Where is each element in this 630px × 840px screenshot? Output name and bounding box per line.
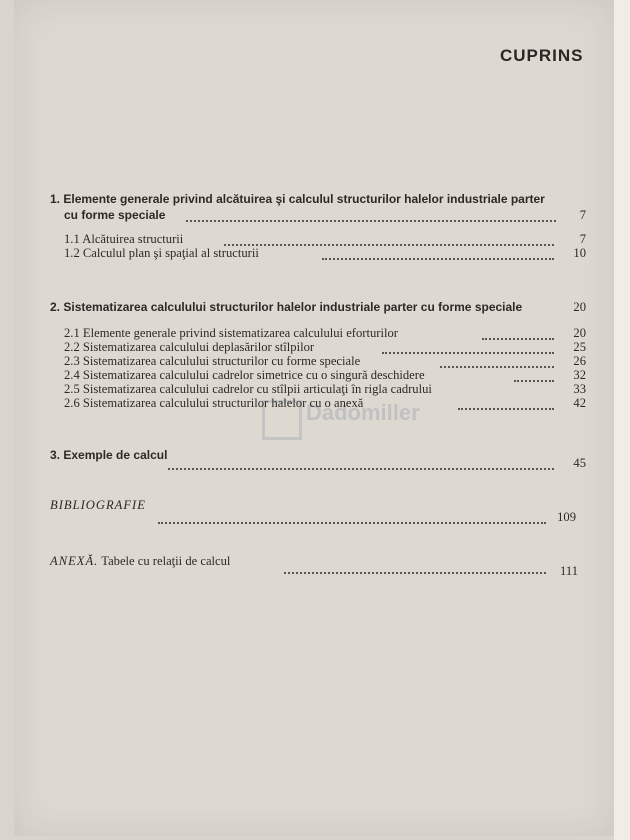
- toc-number: 1.: [50, 192, 61, 206]
- dot-leader: [458, 408, 554, 410]
- toc-page: 20: [573, 300, 586, 314]
- toc-page: 7: [579, 208, 586, 222]
- toc-subentry: 2.2 Sistematizarea calculului deplasărilor stîlpilor: [64, 340, 315, 354]
- toc-page: 45: [573, 456, 586, 470]
- toc-page: 26: [573, 354, 586, 368]
- dot-leader: [186, 220, 556, 222]
- toc-entry-bibliografie: BIBLIOGRAFIE: [50, 498, 146, 512]
- toc-page: 33: [573, 382, 586, 396]
- toc-page: 7: [579, 232, 586, 246]
- toc-subentry: 2.4 Sistematizarea calculului cadrelor simetrice cu o singură deschidere: [64, 368, 425, 382]
- dot-leader: [284, 572, 546, 574]
- toc-subentry: 2.3 Sistematizarea calculului structurilor cu forme speciale: [64, 354, 361, 368]
- toc-page: 25: [573, 340, 586, 354]
- watermark-text: Dadomiller: [306, 400, 420, 425]
- toc-subentry: 2.6 Sistematizarea calculului structurilor halelor cu o anexă: [64, 396, 364, 410]
- toc-page: 10: [573, 246, 586, 260]
- dot-leader: [224, 244, 554, 246]
- toc-entry-anexa: ANEXĂ. Tabele cu relaţii de calcul: [50, 554, 231, 568]
- page-edge: [614, 0, 630, 840]
- dot-leader: [168, 468, 554, 470]
- page-title: CUPRINS: [500, 46, 584, 65]
- toc-entry-ch1: [50, 192, 545, 206]
- dot-leader: [158, 522, 546, 524]
- toc-entry-ch3: 3. Exemple de calcul: [50, 448, 168, 462]
- toc-subentry: 1.1 Alcătuirea structurii: [64, 232, 184, 246]
- dot-leader: [382, 352, 554, 354]
- toc-entry-ch1-line2: cu forme speciale: [64, 208, 166, 222]
- dot-leader: [440, 366, 554, 368]
- toc-subentry: 2.5 Sistematizarea calculului cadrelor cu stîlpii articulaţi în rigla cadrului: [64, 382, 432, 396]
- toc-page: 20: [573, 326, 586, 340]
- toc-page: 111: [560, 564, 578, 578]
- dot-leader: [482, 338, 554, 340]
- dot-leader: [322, 258, 554, 260]
- toc-page: 32: [573, 368, 586, 382]
- toc-subentry: 2.1 Elemente generale privind sistematizarea calculului eforturilor: [64, 326, 398, 340]
- toc-page: 109: [557, 510, 576, 524]
- toc-entry-ch2: 2. Sistematizarea calculului structurilor halelor industriale parter cu forme speciale: [50, 300, 523, 314]
- toc-page: 42: [573, 396, 586, 410]
- toc-subentry: 1.2 Calculul plan şi spaţial al structurii: [64, 246, 259, 260]
- toc-title: Elemente generale privind alcătuirea şi calculul structurilor halelor industriale parter: [63, 192, 545, 206]
